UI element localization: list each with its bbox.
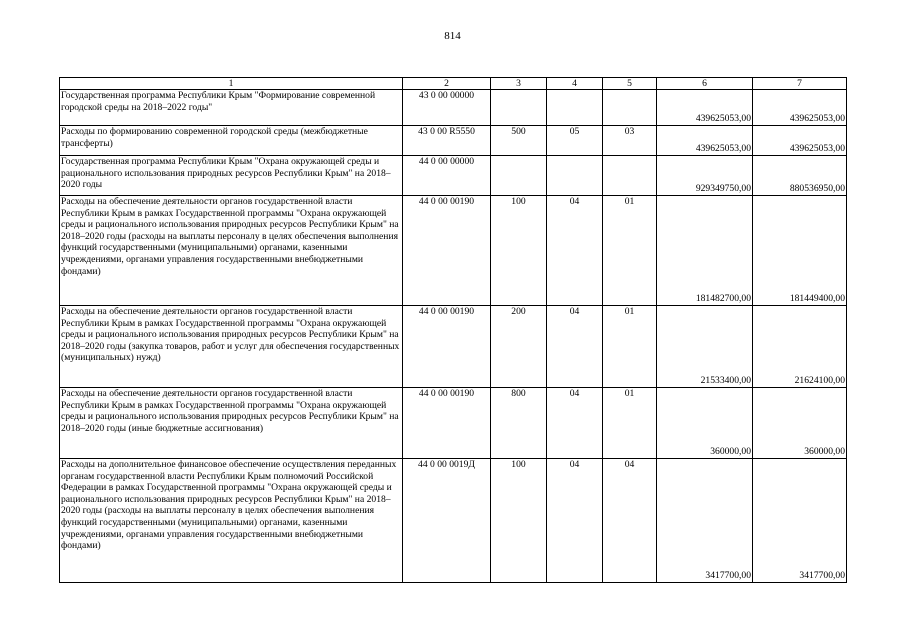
table-row bbox=[60, 306, 847, 388]
row-subsection bbox=[603, 90, 657, 126]
column-header: 4 bbox=[547, 78, 603, 90]
row-section bbox=[547, 90, 603, 126]
row-amount-year2: 439625053,00 bbox=[753, 90, 847, 126]
row-amount-year1: 181482700,00 bbox=[657, 196, 753, 306]
row-subsection: 03 bbox=[603, 126, 657, 156]
row-target-code: 44 0 00 00190 bbox=[403, 196, 491, 306]
row-expense-type bbox=[491, 90, 547, 126]
row-section: 04 bbox=[547, 459, 603, 583]
row-amount-year1: 360000,00 bbox=[657, 388, 753, 459]
row-subsection: 01 bbox=[603, 196, 657, 306]
row-description: Расходы на дополнительное финансовое обеспечение осуществления переданных органам государственной власти Республики Крым полномочий Российской Федерации в рамках Государственной программы "Охрана окружающей среды и рационального использования природных ресурсов Республики Крым" на 2018–2020 годы (расходы на выплаты персоналу в целях обеспечения выполнения функций государственными (муниципальными) органами, казенными учреждениями, органами управления государственными внебюджетными фондами) bbox=[60, 459, 403, 583]
row-amount-year2: 360000,00 bbox=[753, 388, 847, 459]
row-section bbox=[547, 156, 603, 196]
row-section: 05 bbox=[547, 126, 603, 156]
row-target-code: 44 0 00 0019Д bbox=[403, 459, 491, 583]
row-section: 04 bbox=[547, 306, 603, 388]
row-description: Государственная программа Республики Крым "Формирование современной городской среды на 2018–2022 годы" bbox=[60, 90, 403, 126]
row-description: Расходы на обеспечение деятельности органов государственной власти Республики Крым в рамках Государственной программы "Охрана окружающей среды и рационального использования природных ресурсов Республики Крым" на 2018–2020 годы (закупка товаров, работ и услуг для обеспечения государственных (муниципальных) нужд) bbox=[60, 306, 403, 388]
table-row bbox=[60, 459, 847, 583]
row-expense-type: 800 bbox=[491, 388, 547, 459]
row-expense-type: 100 bbox=[491, 196, 547, 306]
budget-table bbox=[59, 77, 847, 583]
row-section: 04 bbox=[547, 388, 603, 459]
row-expense-type: 500 bbox=[491, 126, 547, 156]
row-section: 04 bbox=[547, 196, 603, 306]
row-description: Расходы на обеспечение деятельности органов государственной власти Республики Крым в рамках Государственной программы "Охрана окружающей среды и рационального использования природных ресурсов Республики Крым" на 2018–2020 годы (иные бюджетные ассигнования) bbox=[60, 388, 403, 459]
row-subsection bbox=[603, 156, 657, 196]
row-target-code: 43 0 00 R5550 bbox=[403, 126, 491, 156]
row-amount-year2: 21624100,00 bbox=[753, 306, 847, 388]
column-header: 6 bbox=[657, 78, 753, 90]
row-expense-type: 100 bbox=[491, 459, 547, 583]
table-row bbox=[60, 126, 847, 156]
row-target-code: 44 0 00 00190 bbox=[403, 306, 491, 388]
row-subsection: 01 bbox=[603, 388, 657, 459]
row-target-code: 43 0 00 00000 bbox=[403, 90, 491, 126]
row-amount-year2: 3417700,00 bbox=[753, 459, 847, 583]
row-target-code: 44 0 00 00000 bbox=[403, 156, 491, 196]
table-row bbox=[60, 90, 847, 126]
table-header-row bbox=[60, 78, 847, 90]
column-header: 5 bbox=[603, 78, 657, 90]
column-header: 3 bbox=[491, 78, 547, 90]
row-target-code: 44 0 00 00190 bbox=[403, 388, 491, 459]
row-amount-year1: 929349750,00 bbox=[657, 156, 753, 196]
row-subsection: 04 bbox=[603, 459, 657, 583]
row-amount-year1: 21533400,00 bbox=[657, 306, 753, 388]
row-amount-year1: 439625053,00 bbox=[657, 90, 753, 126]
column-header: 2 bbox=[403, 78, 491, 90]
row-description: Расходы на обеспечение деятельности органов государственной власти Республики Крым в рамках Государственной программы "Охрана окружающей среды и рационального использования природных ресурсов Республики Крым" на 2018–2020 годы (расходы на выплаты персоналу в целях обеспечения выполнения функций государственными (муниципальными) органами, казенными учреждениями, органами управления государственными внебюджетными фондами) bbox=[60, 196, 403, 306]
row-expense-type bbox=[491, 156, 547, 196]
row-description: Расходы по формированию современной городской среды (межбюджетные трансферты) bbox=[60, 126, 403, 156]
row-amount-year2: 439625053,00 bbox=[753, 126, 847, 156]
row-amount-year1: 3417700,00 bbox=[657, 459, 753, 583]
row-description: Государственная программа Республики Крым "Охрана окружающей среды и рационального использования природных ресурсов Республики Крым" на 2018–2020 годы bbox=[60, 156, 403, 196]
row-amount-year2: 880536950,00 bbox=[753, 156, 847, 196]
column-header: 1 bbox=[60, 78, 403, 90]
row-amount-year2: 181449400,00 bbox=[753, 196, 847, 306]
table-row bbox=[60, 156, 847, 196]
column-header: 7 bbox=[753, 78, 847, 90]
row-subsection: 01 bbox=[603, 306, 657, 388]
table-row bbox=[60, 388, 847, 459]
page-number: 814 bbox=[444, 30, 461, 42]
row-amount-year1: 439625053,00 bbox=[657, 126, 753, 156]
row-expense-type: 200 bbox=[491, 306, 547, 388]
table-row bbox=[60, 196, 847, 306]
